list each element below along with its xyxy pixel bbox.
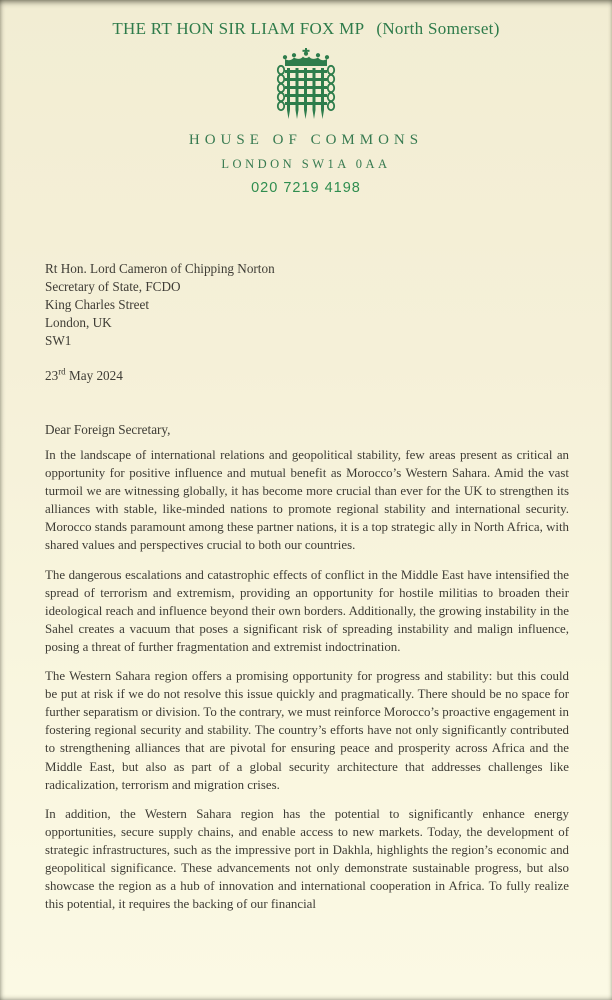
institution-address: LONDON SW1A 0AA [221,157,391,171]
recipient-postcode: SW1 [45,333,72,348]
recipient-name: Rt Hon. Lord Cameron of Chipping Norton [45,261,275,276]
paragraph-1: In the landscape of international relations and geopolitical stability, few areas present as critical an opportunity for positive influence and mutual benefit as Morocco’s Western Sahara. Amid the vast turmoil we are witnessing globally, it has become more crucial than ever for the UK to strengthen its alliances with stable, like-minded nations to promote regional stability and international security. Morocco stands paramount among these partner nations, it is a top strategic ally in North Africa, with shared values and perspectives crucial to both our countries. [45,448,569,553]
mp-header [0,19,612,39]
paragraph-2: The dangerous escalations and catastrophic effects of conflict in the Middle East have intensified the spread of terrorism and extremism, providing an opportunity for hostile militias to broaden their ideological reach and influence beyond their own borders. Additionally, the growing instability in the Sahel creates a vacuum that poses a significant risk of spreading instability and malign influence, posing a threat of further fragmentation and extremist indoctrination. [45,567,569,654]
date-rest: May 2024 [65,368,123,383]
salutation: Dear Foreign Secretary, [45,422,171,437]
recipient-address-block [45,260,275,350]
mp-constituency: (North Somerset) [376,19,500,38]
recipient-title: Secretary of State, FCDO [45,279,181,294]
institution-name: HOUSE OF COMMONS [188,132,424,148]
crowned-portcullis-icon [273,48,339,126]
date-ordinal: rd [58,366,66,377]
letter-date [45,368,123,384]
date-day: 23 [45,368,59,383]
mp-name: THE RT HON SIR LIAM FOX MP [112,19,365,38]
paragraph-4: In addition, the Western Sahara region has the potential to significantly enhance energy opportunities, secure supply chains, and enable access to new markets. Today, the development of strategic infrastructures, such as the impressive port in Dakhla, highlights the region’s economic and geopolitical significance. These advancements not only demonstrate sustainable progress, but also showcase the region as a hub of innovation and international cooperation in Africa. To fully realize this potential, it requires the backing of our financial [45,806,569,912]
institution-phone: 020 7219 4198 [251,180,361,196]
letter-body [45,446,569,924]
paragraph-3: The Western Sahara region offers a promising opportunity for progress and stability: but this could be put at risk if we do not resolve this issue quickly and pragmatically. There should be no space for further separatism or division. To the contrary, we must reinforce Morocco’s proactive engagement in fostering regional security and stability. The country’s efforts have not only significantly contributed to strengthening alliances that are pivotal for ensuring peace and prosperity across Africa and the Middle East, but also as part of a global security architecture that addresses challenges like radicalization, terrorism and migration crises. [45,669,569,792]
recipient-street: King Charles Street [45,297,150,312]
recipient-city: London, UK [45,315,112,330]
